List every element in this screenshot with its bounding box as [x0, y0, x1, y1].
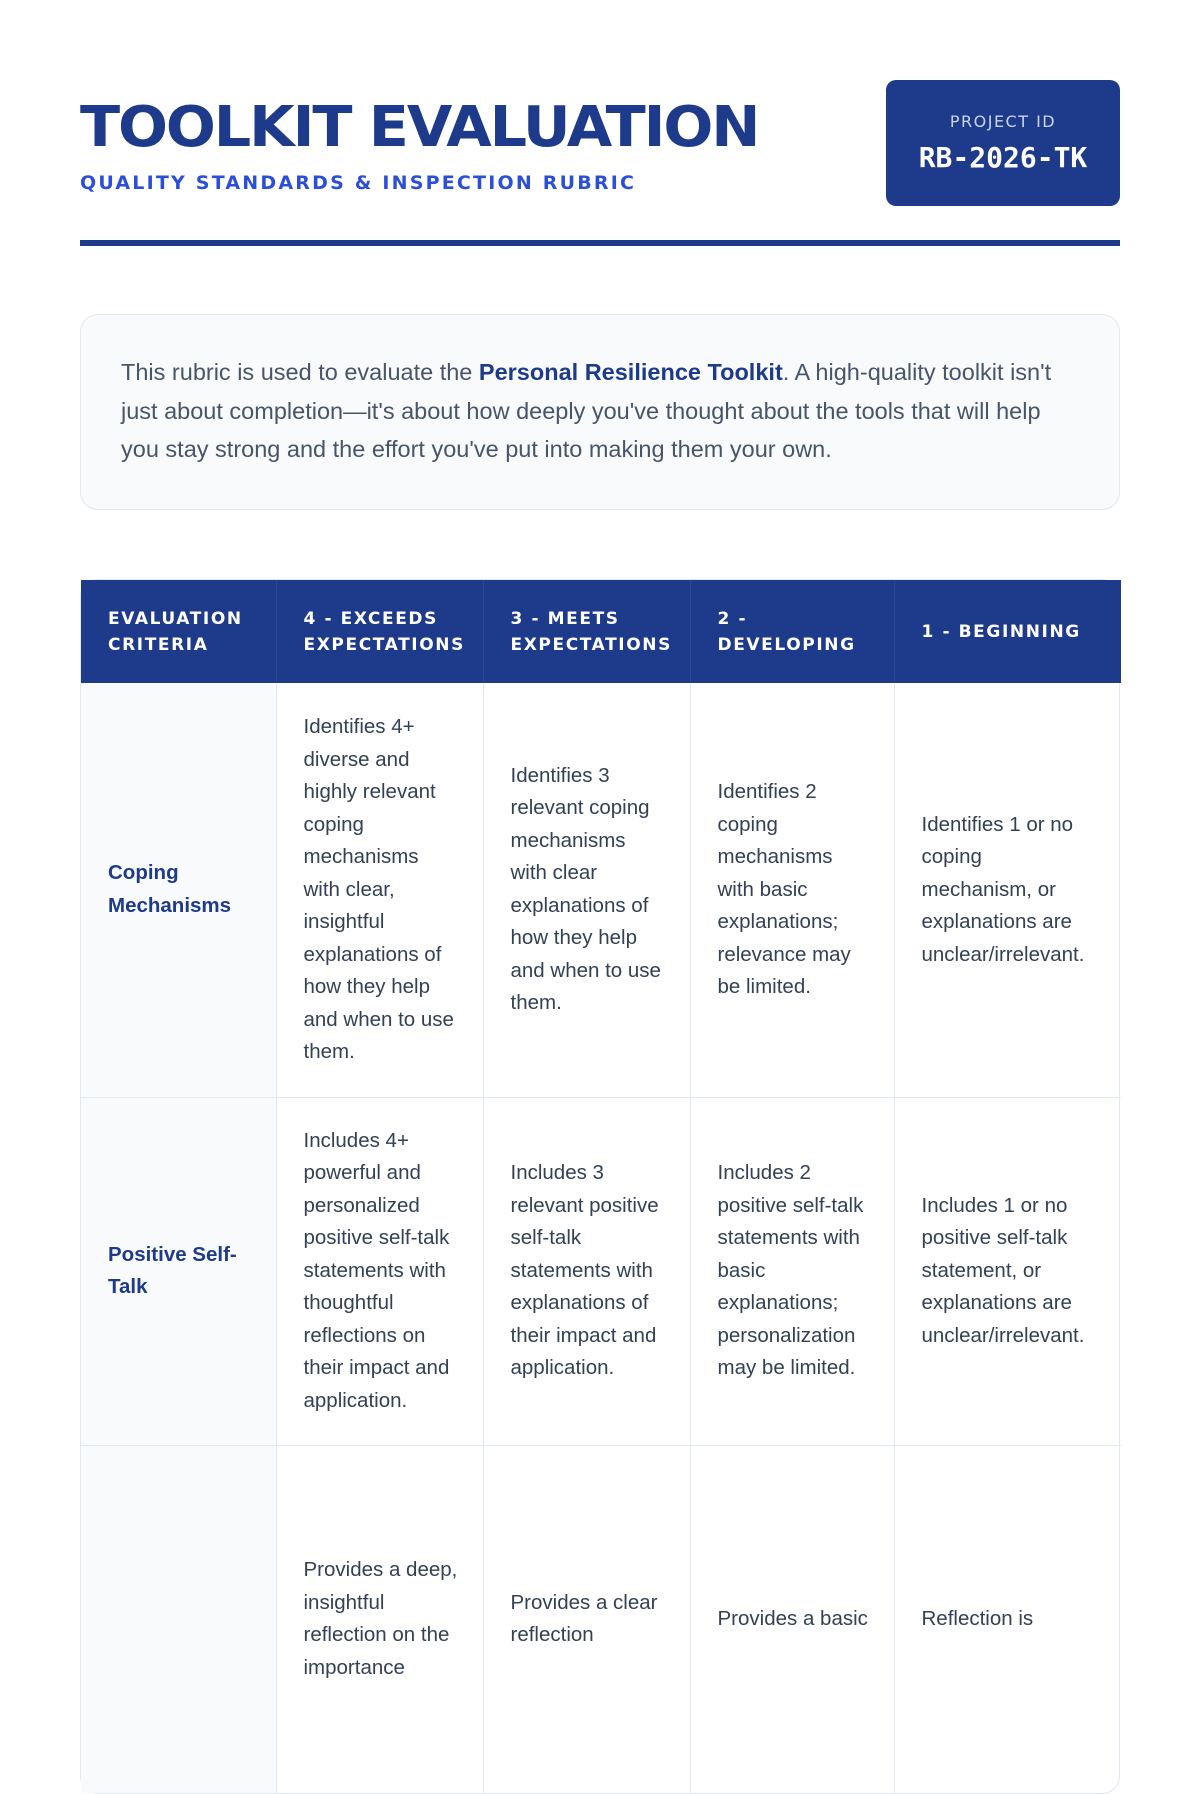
table-cell: Identifies 2 coping mechanisms with basic explanations; relevance may be limited.: [690, 683, 894, 1097]
table-cell: Identifies 3 relevant coping mechanisms with clear explanations of how they help and when to use them.: [483, 683, 690, 1097]
intro-highlight: Personal Resilience Toolkit: [478, 359, 783, 385]
table-cell: Identifies 1 or no coping mechanism, or explanations are unclear/irrelevant.: [894, 683, 1121, 1097]
rubric-table-wrapper: [80, 579, 1120, 1794]
intro-text-end: . A high-quality toolkit isn't just about completion—it's about how deeply you've thought about the tools that will help you stay strong and the effort you've put into making them your own.: [121, 359, 1052, 462]
table-cell: Provides a deep, insightful reflection on the importance: [276, 1445, 483, 1793]
header-level-2: 2 - DEVELOPING: [690, 580, 894, 683]
criterion-cell: Coping Mechanisms: [81, 683, 276, 1097]
table-cell: Includes 2 positive self-talk statements with basic explanations; personalization may be limited.: [690, 1097, 894, 1445]
table-cell: Provides a basic: [690, 1445, 894, 1793]
page-subtitle: QUALITY STANDARDS & INSPECTION RUBRIC: [80, 172, 637, 194]
intro-box: [80, 314, 1120, 510]
table-row: [81, 1097, 1121, 1445]
rubric-table: [81, 580, 1121, 1793]
table-cell: Identifies 4+ diverse and highly relevant coping mechanisms with clear, insightful explanations of how they help and when to use them.: [276, 683, 483, 1097]
header-criteria: EVALUATION CRITERIA: [81, 580, 276, 683]
table-cell: Includes 3 relevant positive self-talk statements with explanations of their impact and application.: [483, 1097, 690, 1445]
project-id-value: RB-2026-TK: [918, 141, 1088, 174]
header-level-4: 4 - EXCEEDS EXPECTATIONS: [276, 580, 483, 683]
project-id-badge: [886, 80, 1120, 206]
criterion-cell: Positive Self-Talk: [81, 1097, 276, 1445]
table-header-row: [81, 580, 1121, 683]
header-level-3: 3 - MEETS EXPECTATIONS: [483, 580, 690, 683]
table-row: [81, 1445, 1121, 1793]
page-title: TOOLKIT EVALUATION: [80, 95, 759, 160]
project-id-label: PROJECT ID: [949, 112, 1057, 131]
title-block: [80, 80, 759, 194]
table-cell: Provides a clear reflection: [483, 1445, 690, 1793]
table-cell: Includes 4+ powerful and personalized positive self-talk statements with thoughtful reflections on their impact and application.: [276, 1097, 483, 1445]
table-cell: Reflection is: [894, 1445, 1121, 1793]
table-row: [81, 683, 1121, 1097]
intro-text-start: This rubric is used to evaluate the: [121, 359, 479, 385]
criterion-cell: [81, 1445, 276, 1793]
header: [80, 80, 1120, 246]
table-cell: Includes 1 or no positive self-talk statement, or explanations are unclear/irrelevant.: [894, 1097, 1121, 1445]
header-level-1: 1 - BEGINNING: [894, 580, 1121, 683]
